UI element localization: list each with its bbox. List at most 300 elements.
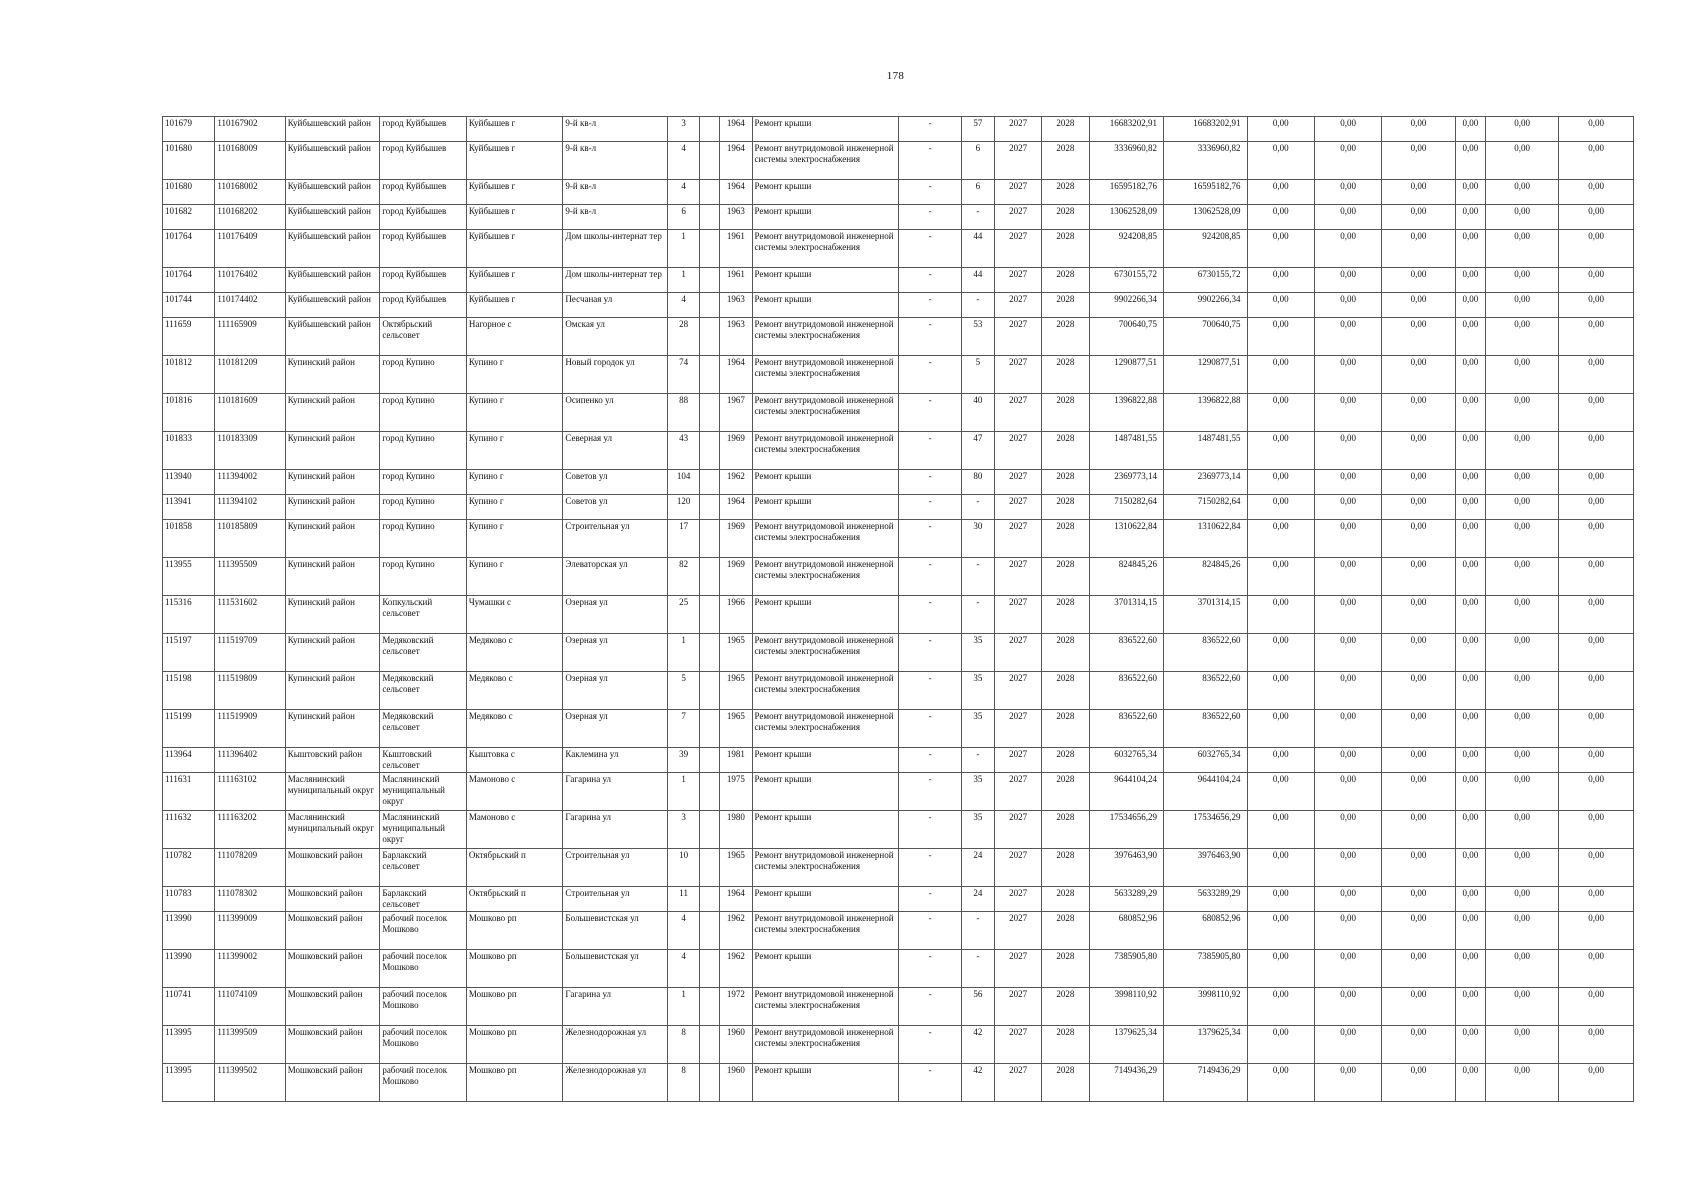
cell-plan-year-end: 2028 — [1042, 988, 1089, 1026]
cell-house-id: 115198 — [163, 672, 215, 710]
cell-settlement: Медяково с — [466, 710, 563, 748]
cell-municipality: город Куйбышев — [380, 205, 467, 230]
cell-total-cost: 1290877,51 — [1089, 356, 1163, 394]
cell-district: Куйбышевский район — [285, 268, 380, 293]
cell-district: Куйбышевский район — [285, 318, 380, 356]
cell-district: Купинский район — [285, 495, 380, 520]
cell-budget-federal: 0,00 — [1247, 230, 1314, 268]
cell-work-id: 111394002 — [215, 470, 285, 495]
cell-house-number: 5 — [668, 672, 700, 710]
cell-district: Куйбышевский район — [285, 180, 380, 205]
cell-settlement: Купино г — [466, 394, 563, 432]
cell-work-type: Ремонт крыши — [752, 950, 899, 988]
cell-year-built: 1962 — [720, 912, 752, 950]
cell-term: - — [899, 268, 961, 293]
cell-owners-share: 0,00 — [1455, 811, 1485, 849]
cell-budget-local: 0,00 — [1382, 634, 1455, 672]
cell-municipality: город Куйбышев — [380, 142, 467, 180]
cell-budget-local: 0,00 — [1382, 773, 1455, 811]
cell-year-built: 1963 — [720, 318, 752, 356]
cell-budget-federal: 0,00 — [1247, 394, 1314, 432]
cell-settlement: Нагорное с — [466, 318, 563, 356]
cell-house-id: 101858 — [163, 520, 215, 558]
cell-year-built: 1969 — [720, 432, 752, 470]
cell-total-cost: 700640,75 — [1089, 318, 1163, 356]
cell-plan-year-start: 2027 — [994, 520, 1041, 558]
cell-budget-regional: 0,00 — [1314, 356, 1381, 394]
cell-settlement: Купино г — [466, 558, 563, 596]
cell-plan-year-start: 2027 — [994, 117, 1041, 142]
cell-municipality: город Куйбышев — [380, 268, 467, 293]
cell-owners-share: 0,00 — [1455, 710, 1485, 748]
cell-total-cost: 9902266,34 — [1089, 293, 1163, 318]
cell-other-sources: 0,00 — [1485, 318, 1558, 356]
cell-budget-federal: 0,00 — [1247, 318, 1314, 356]
cell-work-id: 111519809 — [215, 672, 285, 710]
cell-building — [700, 356, 720, 394]
cell-work-id: 111396402 — [215, 748, 285, 773]
cell-budget-local: 0,00 — [1382, 117, 1455, 142]
cell-house-number: 11 — [668, 887, 700, 912]
table-row — [163, 142, 1634, 180]
cell-district: Маслянинский муниципальный округ — [285, 773, 380, 811]
cell-total-cost: 836522,60 — [1089, 634, 1163, 672]
cell-wear-percent: 35 — [961, 672, 994, 710]
cell-building — [700, 495, 720, 520]
cell-wear-percent: 24 — [961, 887, 994, 912]
cell-work-id: 110174402 — [215, 293, 285, 318]
cell-house-number: 74 — [668, 356, 700, 394]
cell-district: Мошковский район — [285, 1026, 380, 1064]
cell-budget-regional: 0,00 — [1314, 811, 1381, 849]
cell-extra: 0,00 — [1559, 887, 1634, 912]
cell-settlement: Куйбышев г — [466, 117, 563, 142]
cell-plan-year-end: 2028 — [1042, 520, 1089, 558]
cell-budget-regional: 0,00 — [1314, 318, 1381, 356]
cell-year-built: 1981 — [720, 748, 752, 773]
cell-settlement: Октябрьский п — [466, 849, 563, 887]
cell-house-id: 101812 — [163, 356, 215, 394]
cell-term: - — [899, 773, 961, 811]
cell-budget-local: 0,00 — [1382, 142, 1455, 180]
cell-fund-amount: 5633289,29 — [1164, 887, 1248, 912]
cell-building — [700, 748, 720, 773]
cell-fund-amount: 16595182,76 — [1164, 180, 1248, 205]
cell-street: Строительная ул — [563, 520, 668, 558]
cell-other-sources: 0,00 — [1485, 1064, 1558, 1102]
cell-wear-percent: - — [961, 950, 994, 988]
cell-house-number: 1 — [668, 773, 700, 811]
cell-fund-amount: 16683202,91 — [1164, 117, 1248, 142]
cell-municipality: Октябрьский сельсовет — [380, 318, 467, 356]
cell-plan-year-end: 2028 — [1042, 558, 1089, 596]
cell-budget-federal: 0,00 — [1247, 912, 1314, 950]
cell-owners-share: 0,00 — [1455, 180, 1485, 205]
cell-budget-local: 0,00 — [1382, 1064, 1455, 1102]
cell-building — [700, 710, 720, 748]
cell-budget-federal: 0,00 — [1247, 470, 1314, 495]
cell-district: Мошковский район — [285, 887, 380, 912]
cell-settlement: Куйбышев г — [466, 268, 563, 293]
cell-owners-share: 0,00 — [1455, 558, 1485, 596]
table-row — [163, 887, 1634, 912]
cell-fund-amount: 7150282,64 — [1164, 495, 1248, 520]
cell-house-id: 110741 — [163, 988, 215, 1026]
cell-fund-amount: 13062528,09 — [1164, 205, 1248, 230]
cell-municipality: город Куйбышев — [380, 117, 467, 142]
table-row — [163, 293, 1634, 318]
cell-owners-share: 0,00 — [1455, 849, 1485, 887]
cell-settlement: Кыштовка с — [466, 748, 563, 773]
cell-house-id: 113990 — [163, 912, 215, 950]
cell-budget-federal: 0,00 — [1247, 268, 1314, 293]
cell-extra: 0,00 — [1559, 748, 1634, 773]
cell-owners-share: 0,00 — [1455, 887, 1485, 912]
table-row — [163, 710, 1634, 748]
cell-work-id: 110168009 — [215, 142, 285, 180]
cell-budget-federal: 0,00 — [1247, 520, 1314, 558]
cell-work-id: 111395509 — [215, 558, 285, 596]
cell-street: Железнодорожная ул — [563, 1026, 668, 1064]
cell-total-cost: 3998110,92 — [1089, 988, 1163, 1026]
table-row — [163, 558, 1634, 596]
cell-extra: 0,00 — [1559, 394, 1634, 432]
cell-work-id: 110168002 — [215, 180, 285, 205]
cell-budget-federal: 0,00 — [1247, 596, 1314, 634]
cell-budget-regional: 0,00 — [1314, 495, 1381, 520]
cell-fund-amount: 17534656,29 — [1164, 811, 1248, 849]
cell-year-built: 1962 — [720, 950, 752, 988]
cell-year-built: 1969 — [720, 520, 752, 558]
cell-fund-amount: 2369773,14 — [1164, 470, 1248, 495]
cell-other-sources: 0,00 — [1485, 520, 1558, 558]
capital-repair-register-table — [162, 116, 1634, 1102]
cell-extra: 0,00 — [1559, 205, 1634, 230]
cell-owners-share: 0,00 — [1455, 432, 1485, 470]
cell-municipality: Маслянинский муниципальный округ — [380, 773, 467, 811]
cell-total-cost: 836522,60 — [1089, 672, 1163, 710]
cell-extra: 0,00 — [1559, 495, 1634, 520]
cell-district: Купинский район — [285, 394, 380, 432]
cell-other-sources: 0,00 — [1485, 268, 1558, 293]
cell-other-sources: 0,00 — [1485, 470, 1558, 495]
cell-wear-percent: - — [961, 495, 994, 520]
cell-house-id: 101680 — [163, 142, 215, 180]
cell-street: Дом школы-интернат тер — [563, 230, 668, 268]
cell-total-cost: 2369773,14 — [1089, 470, 1163, 495]
cell-settlement: Мамоново с — [466, 811, 563, 849]
cell-plan-year-start: 2027 — [994, 356, 1041, 394]
cell-term: - — [899, 634, 961, 672]
table-row — [163, 950, 1634, 988]
cell-work-type: Ремонт внутридомовой инженерной системы электроснабжения — [752, 849, 899, 887]
cell-budget-local: 0,00 — [1382, 558, 1455, 596]
cell-budget-regional: 0,00 — [1314, 558, 1381, 596]
cell-budget-regional: 0,00 — [1314, 710, 1381, 748]
cell-extra: 0,00 — [1559, 1064, 1634, 1102]
cell-wear-percent: 35 — [961, 773, 994, 811]
cell-term: - — [899, 748, 961, 773]
cell-settlement: Чумашки с — [466, 596, 563, 634]
table-row — [163, 268, 1634, 293]
cell-work-type: Ремонт внутридомовой инженерной системы электроснабжения — [752, 520, 899, 558]
cell-street: 9-й кв-л — [563, 180, 668, 205]
cell-term: - — [899, 356, 961, 394]
cell-work-id: 111078302 — [215, 887, 285, 912]
cell-fund-amount: 836522,60 — [1164, 634, 1248, 672]
cell-extra: 0,00 — [1559, 849, 1634, 887]
cell-fund-amount: 3998110,92 — [1164, 988, 1248, 1026]
cell-other-sources: 0,00 — [1485, 495, 1558, 520]
cell-house-number: 8 — [668, 1026, 700, 1064]
cell-budget-regional: 0,00 — [1314, 1064, 1381, 1102]
cell-owners-share: 0,00 — [1455, 773, 1485, 811]
cell-wear-percent: 53 — [961, 318, 994, 356]
cell-street: Элеваторская ул — [563, 558, 668, 596]
cell-plan-year-start: 2027 — [994, 230, 1041, 268]
cell-total-cost: 6032765,34 — [1089, 748, 1163, 773]
cell-fund-amount: 9644104,24 — [1164, 773, 1248, 811]
cell-plan-year-end: 2028 — [1042, 432, 1089, 470]
cell-work-id: 111163202 — [215, 811, 285, 849]
cell-district: Мошковский район — [285, 988, 380, 1026]
cell-budget-federal: 0,00 — [1247, 710, 1314, 748]
cell-plan-year-end: 2028 — [1042, 887, 1089, 912]
cell-wear-percent: - — [961, 912, 994, 950]
cell-budget-regional: 0,00 — [1314, 180, 1381, 205]
cell-other-sources: 0,00 — [1485, 849, 1558, 887]
cell-extra: 0,00 — [1559, 520, 1634, 558]
cell-budget-federal: 0,00 — [1247, 180, 1314, 205]
cell-owners-share: 0,00 — [1455, 596, 1485, 634]
cell-budget-federal: 0,00 — [1247, 142, 1314, 180]
cell-term: - — [899, 710, 961, 748]
cell-other-sources: 0,00 — [1485, 432, 1558, 470]
cell-house-number: 88 — [668, 394, 700, 432]
cell-total-cost: 9644104,24 — [1089, 773, 1163, 811]
cell-work-type: Ремонт внутридомовой инженерной системы электроснабжения — [752, 318, 899, 356]
cell-budget-federal: 0,00 — [1247, 849, 1314, 887]
cell-extra: 0,00 — [1559, 230, 1634, 268]
cell-owners-share: 0,00 — [1455, 318, 1485, 356]
cell-total-cost: 836522,60 — [1089, 710, 1163, 748]
table-body — [163, 117, 1634, 1102]
cell-street: Советов ул — [563, 495, 668, 520]
cell-wear-percent: - — [961, 293, 994, 318]
cell-fund-amount: 1379625,34 — [1164, 1026, 1248, 1064]
table-row — [163, 432, 1634, 470]
cell-house-id: 101682 — [163, 205, 215, 230]
cell-plan-year-start: 2027 — [994, 950, 1041, 988]
cell-plan-year-start: 2027 — [994, 912, 1041, 950]
cell-plan-year-start: 2027 — [994, 495, 1041, 520]
cell-work-type: Ремонт внутридомовой инженерной системы электроснабжения — [752, 432, 899, 470]
cell-street: Озерная ул — [563, 672, 668, 710]
cell-year-built: 1965 — [720, 634, 752, 672]
cell-extra: 0,00 — [1559, 356, 1634, 394]
cell-budget-regional: 0,00 — [1314, 230, 1381, 268]
cell-budget-local: 0,00 — [1382, 950, 1455, 988]
cell-fund-amount: 3701314,15 — [1164, 596, 1248, 634]
cell-owners-share: 0,00 — [1455, 293, 1485, 318]
cell-budget-regional: 0,00 — [1314, 293, 1381, 318]
cell-district: Мошковский район — [285, 912, 380, 950]
cell-total-cost: 16683202,91 — [1089, 117, 1163, 142]
cell-year-built: 1960 — [720, 1026, 752, 1064]
cell-fund-amount: 1310622,84 — [1164, 520, 1248, 558]
cell-budget-federal: 0,00 — [1247, 356, 1314, 394]
cell-street: 9-й кв-л — [563, 205, 668, 230]
cell-fund-amount: 836522,60 — [1164, 710, 1248, 748]
cell-work-type: Ремонт крыши — [752, 887, 899, 912]
cell-municipality: рабочий поселок Мошково — [380, 950, 467, 988]
cell-plan-year-end: 2028 — [1042, 912, 1089, 950]
cell-municipality: город Куйбышев — [380, 180, 467, 205]
cell-budget-regional: 0,00 — [1314, 1026, 1381, 1064]
cell-settlement: Куйбышев г — [466, 205, 563, 230]
cell-extra: 0,00 — [1559, 596, 1634, 634]
cell-municipality: Медяковский сельсовет — [380, 672, 467, 710]
cell-term: - — [899, 950, 961, 988]
cell-building — [700, 811, 720, 849]
cell-total-cost: 7150282,64 — [1089, 495, 1163, 520]
table-row — [163, 634, 1634, 672]
cell-owners-share: 0,00 — [1455, 268, 1485, 293]
cell-building — [700, 205, 720, 230]
cell-house-id: 101744 — [163, 293, 215, 318]
cell-budget-regional: 0,00 — [1314, 988, 1381, 1026]
cell-other-sources: 0,00 — [1485, 293, 1558, 318]
table-row — [163, 117, 1634, 142]
cell-budget-regional: 0,00 — [1314, 596, 1381, 634]
cell-municipality: город Купино — [380, 470, 467, 495]
cell-house-id: 113941 — [163, 495, 215, 520]
cell-work-type: Ремонт крыши — [752, 748, 899, 773]
cell-work-id: 110185809 — [215, 520, 285, 558]
cell-plan-year-end: 2028 — [1042, 394, 1089, 432]
cell-term: - — [899, 318, 961, 356]
cell-budget-local: 0,00 — [1382, 748, 1455, 773]
cell-district: Куйбышевский район — [285, 117, 380, 142]
cell-owners-share: 0,00 — [1455, 1026, 1485, 1064]
cell-term: - — [899, 293, 961, 318]
cell-owners-share: 0,00 — [1455, 950, 1485, 988]
cell-term: - — [899, 117, 961, 142]
cell-work-type: Ремонт крыши — [752, 1064, 899, 1102]
cell-plan-year-end: 2028 — [1042, 773, 1089, 811]
cell-term: - — [899, 912, 961, 950]
cell-term: - — [899, 558, 961, 596]
cell-work-type: Ремонт внутридомовой инженерной системы электроснабжения — [752, 672, 899, 710]
cell-other-sources: 0,00 — [1485, 912, 1558, 950]
cell-settlement: Мамоново с — [466, 773, 563, 811]
cell-street: Дом школы-интернат тер — [563, 268, 668, 293]
cell-building — [700, 268, 720, 293]
cell-work-id: 110183309 — [215, 432, 285, 470]
cell-wear-percent: 44 — [961, 268, 994, 293]
cell-street: Каклемина ул — [563, 748, 668, 773]
cell-building — [700, 293, 720, 318]
cell-settlement: Мошково рп — [466, 988, 563, 1026]
cell-building — [700, 1026, 720, 1064]
cell-building — [700, 432, 720, 470]
cell-house-number: 1 — [668, 230, 700, 268]
cell-municipality: Барлакский сельсовет — [380, 849, 467, 887]
cell-house-id: 113955 — [163, 558, 215, 596]
cell-extra: 0,00 — [1559, 432, 1634, 470]
cell-plan-year-end: 2028 — [1042, 1026, 1089, 1064]
cell-work-type: Ремонт внутридомовой инженерной системы электроснабжения — [752, 710, 899, 748]
cell-year-built: 1964 — [720, 356, 752, 394]
cell-building — [700, 558, 720, 596]
cell-building — [700, 773, 720, 811]
cell-owners-share: 0,00 — [1455, 988, 1485, 1026]
cell-fund-amount: 6730155,72 — [1164, 268, 1248, 293]
cell-term: - — [899, 470, 961, 495]
cell-street: Новый городок ул — [563, 356, 668, 394]
cell-house-id: 115197 — [163, 634, 215, 672]
cell-house-number: 1 — [668, 268, 700, 293]
cell-work-id: 111519909 — [215, 710, 285, 748]
cell-house-number: 120 — [668, 495, 700, 520]
cell-work-type: Ремонт внутридомовой инженерной системы электроснабжения — [752, 912, 899, 950]
cell-settlement: Куйбышев г — [466, 142, 563, 180]
cell-district: Куйбышевский район — [285, 205, 380, 230]
cell-work-type: Ремонт внутридомовой инженерной системы электроснабжения — [752, 356, 899, 394]
cell-house-number: 6 — [668, 205, 700, 230]
cell-municipality: город Купино — [380, 558, 467, 596]
table-row — [163, 230, 1634, 268]
table-row — [163, 318, 1634, 356]
cell-plan-year-start: 2027 — [994, 558, 1041, 596]
cell-year-built: 1966 — [720, 596, 752, 634]
cell-house-id: 113995 — [163, 1064, 215, 1102]
cell-wear-percent: 40 — [961, 394, 994, 432]
cell-house-number: 4 — [668, 142, 700, 180]
cell-work-type: Ремонт крыши — [752, 180, 899, 205]
cell-work-id: 111078209 — [215, 849, 285, 887]
cell-budget-federal: 0,00 — [1247, 1026, 1314, 1064]
cell-fund-amount: 7385905,80 — [1164, 950, 1248, 988]
cell-district: Куйбышевский район — [285, 293, 380, 318]
cell-budget-local: 0,00 — [1382, 268, 1455, 293]
cell-wear-percent: 42 — [961, 1026, 994, 1064]
cell-work-id: 110176409 — [215, 230, 285, 268]
cell-work-type: Ремонт крыши — [752, 268, 899, 293]
cell-district: Купинский район — [285, 432, 380, 470]
cell-work-id: 111394102 — [215, 495, 285, 520]
cell-work-id: 111165909 — [215, 318, 285, 356]
cell-extra: 0,00 — [1559, 470, 1634, 495]
cell-owners-share: 0,00 — [1455, 634, 1485, 672]
cell-wear-percent: 35 — [961, 710, 994, 748]
cell-street: Осипенко ул — [563, 394, 668, 432]
cell-district: Купинский район — [285, 558, 380, 596]
cell-extra: 0,00 — [1559, 634, 1634, 672]
cell-budget-federal: 0,00 — [1247, 432, 1314, 470]
table-row — [163, 394, 1634, 432]
cell-budget-local: 0,00 — [1382, 520, 1455, 558]
cell-plan-year-start: 2027 — [994, 318, 1041, 356]
cell-settlement: Мошково рп — [466, 1064, 563, 1102]
cell-term: - — [899, 495, 961, 520]
cell-budget-regional: 0,00 — [1314, 887, 1381, 912]
cell-term: - — [899, 988, 961, 1026]
cell-plan-year-start: 2027 — [994, 634, 1041, 672]
cell-house-id: 101816 — [163, 394, 215, 432]
cell-year-built: 1963 — [720, 293, 752, 318]
cell-street: Большевистская ул — [563, 950, 668, 988]
